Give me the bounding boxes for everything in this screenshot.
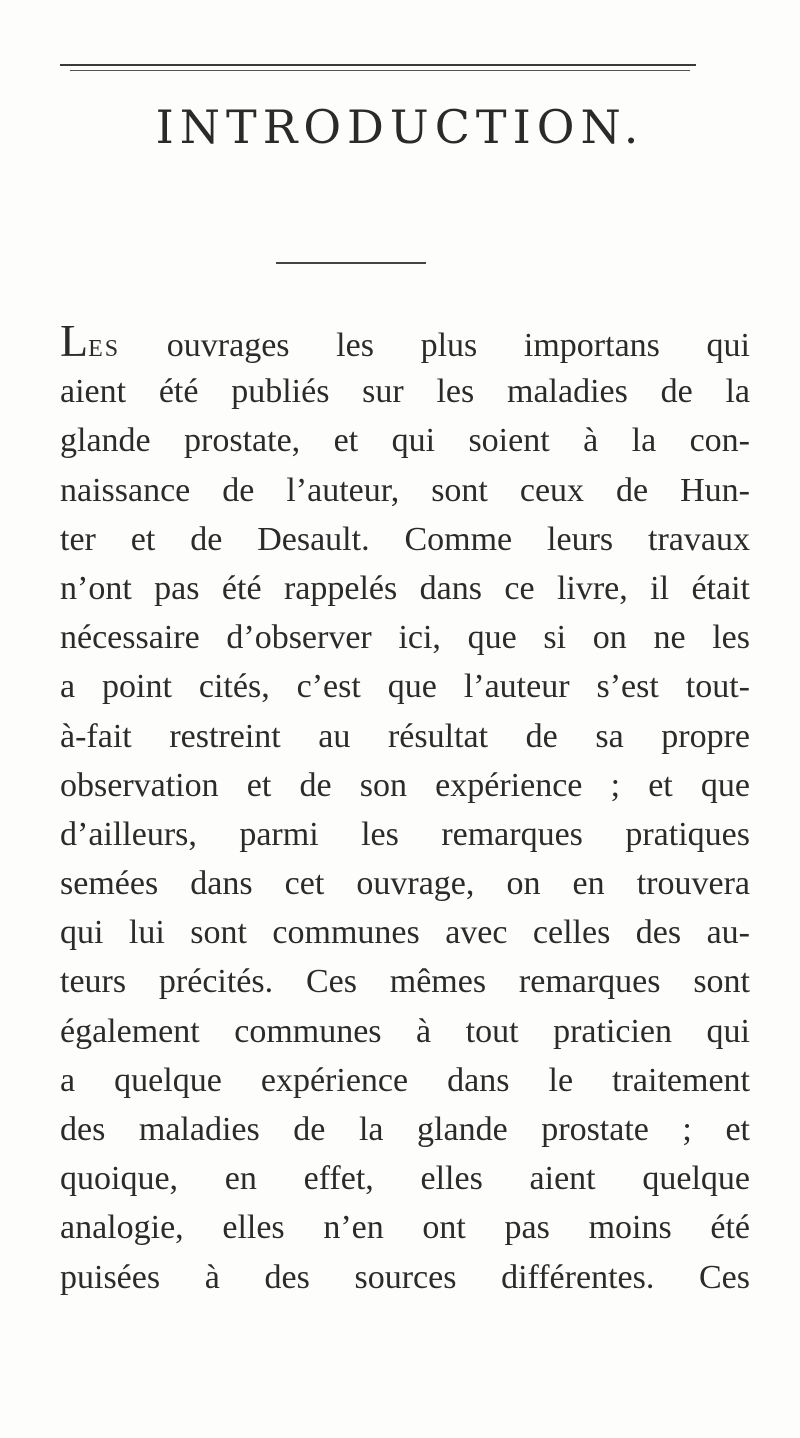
text-line [60,315,750,367]
text-line: à-fait restreint au résultat de sa propre [60,717,750,755]
text-line: naissance de l’auteur, sont ceux de Hun- [60,471,750,509]
top-rule [60,64,696,66]
text-line: teurs précités. Ces mêmes remarques sont [60,963,750,1001]
text-line: semées dans cet ouvrage, on en trouvera [60,865,750,903]
text-line: nécessaire d’observer ici, que si on ne les [60,619,750,657]
text-line: analogie, elles n’en ont pas moins été [60,1209,750,1247]
text-line: des maladies de la glande prostate ; et [60,1111,750,1148]
text-line: quoique, en effet, elles aient quelque [60,1160,750,1198]
text-line: d’ailleurs, parmi les remarques pratiques [60,815,750,853]
text-line: qui lui sont communes avec celles des au- [60,914,750,952]
text-line: glande prostate, et qui soient à la con- [60,422,750,460]
drop-capital: L [60,315,89,366]
top-rule-thin [70,70,690,71]
text-line: ter et de Desault. Comme leurs travaux [60,520,750,558]
body-paragraph [60,315,750,1302]
text-line: aient été publiés sur les maladies de la [60,373,750,411]
heading-rule [276,262,426,264]
text-line: a point cités, c’est que l’auteur s’est tout- [60,668,750,706]
chapter-heading: INTRODUCTION. [155,100,645,154]
line-text: ouvrages les plus importans qui [120,327,750,364]
text-line: n’ont pas été rappelés dans ce livre, il était [60,569,750,607]
text-line: puisées à des sources différentes. Ces [60,1258,750,1296]
text-line: a quelque expérience dans le traitement [60,1061,750,1099]
small-caps-text: ES [88,336,121,362]
text-line: observation et de son expérience ; et que [60,766,750,804]
text-line: également communes à tout praticien qui [60,1012,750,1050]
